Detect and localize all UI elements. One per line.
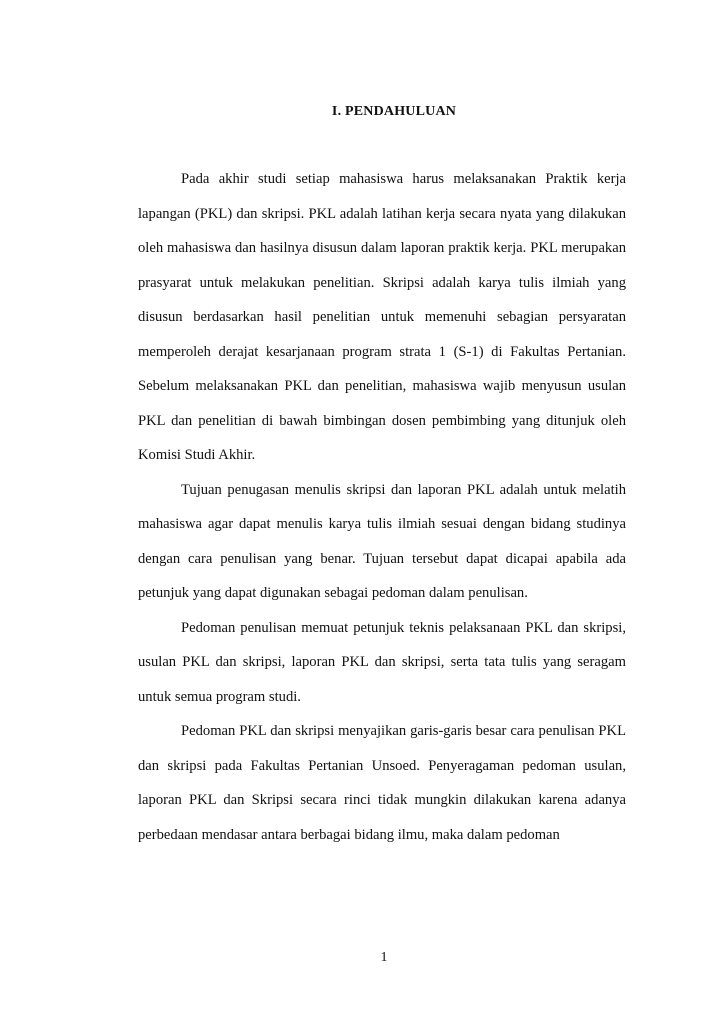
body-text <box>138 162 626 852</box>
paragraph-4: Pedoman PKL dan skripsi menyajikan garis-garis besar cara penulisan PKL dan skripsi pada Fakultas Pertanian Unsoed. Penyeragaman pedoman usulan, laporan PKL dan Skripsi secara rinci tidak mungkin dilakukan karena adanya perbedaan mendasar antara berbagai bidang ilmu, maka dalam pedoman <box>138 723 626 843</box>
paragraph-3: Pedoman penulisan memuat petunjuk teknis pelaksanaan PKL dan skripsi, usulan PKL dan skripsi, laporan PKL dan skripsi, serta tata tulis yang seragam untuk semua program studi. <box>138 619 626 705</box>
paragraph-2: Tujuan penugasan menulis skripsi dan laporan PKL adalah untuk melatih mahasiswa agar dapat menulis karya tulis ilmiah sesuai dengan bidang studinya dengan cara penulisan yang benar. Tujuan tersebut dapat dicapai apabila ada petunjuk yang dapat digunakan sebagai pedoman dalam penulisan. <box>138 481 626 601</box>
page-number: 1 <box>380 950 388 965</box>
paragraph-1: Pada akhir studi setiap mahasiswa harus melaksanakan Praktik kerja lapangan (PKL) dan skripsi. PKL adalah latihan kerja secara nyata yang dilakukan oleh mahasiswa dan hasilnya disusun dalam laporan praktik kerja. PKL merupakan prasyarat untuk melakukan penelitian. Skripsi adalah karya tulis ilmiah yang disusun berdasarkan hasil penelitian untuk memenuhi sebagian persyaratan memperoleh derajat kesarjanaan program strata 1 (S-1) di Fakultas Pertanian. Sebelum melaksanakan PKL dan penelitian, mahasiswa wajib menyusun usulan PKL dan penelitian di bawah bimbingan dosen pembimbing yang ditunjuk oleh Komisi Studi Akhir. <box>138 171 626 463</box>
chapter-heading: I. PENDAHULUAN <box>331 104 457 119</box>
